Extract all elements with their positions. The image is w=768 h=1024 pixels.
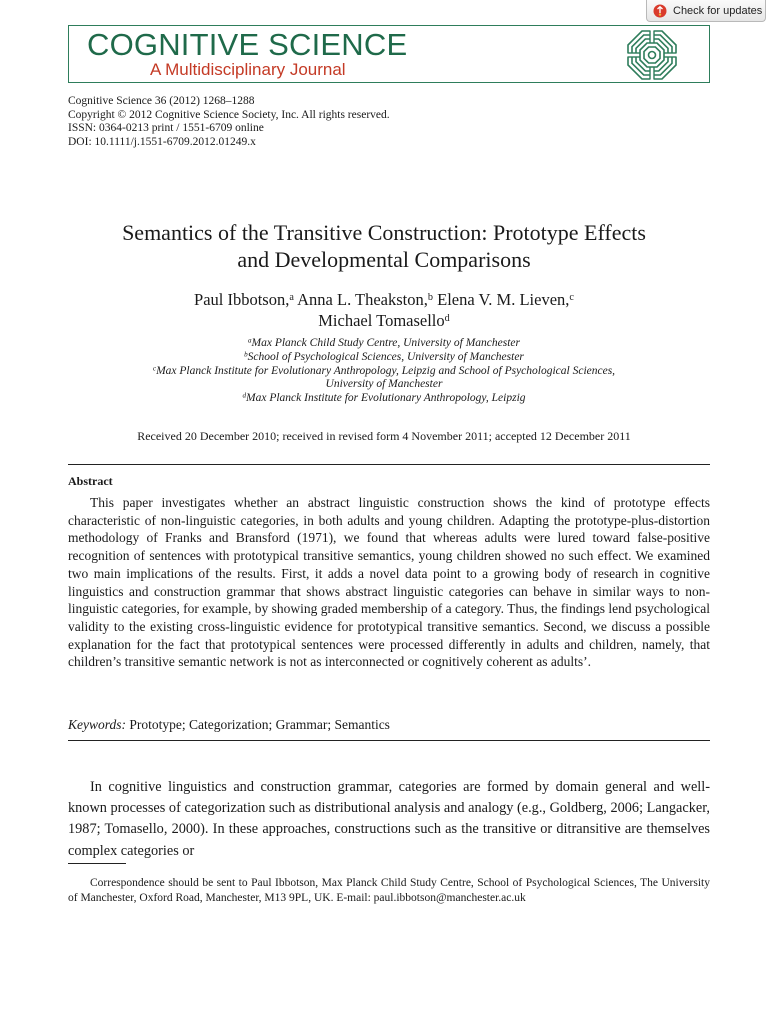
check-for-updates-label: Check for updates	[673, 4, 763, 17]
paper-title-line: and Developmental Comparisons	[237, 247, 531, 272]
abstract-heading: Abstract	[68, 474, 113, 488]
doi-line: DOI: 10.1111/j.1551-6709.2012.01249.x	[68, 135, 256, 148]
keywords-label: Keywords:	[68, 717, 126, 732]
affiliation-text: Max Planck Child Study Centre, University of Manchester	[251, 337, 521, 349]
divider	[68, 464, 710, 465]
received-dates: Received 20 December 2010; received in revised form 4 November 2011; accepted 12 December 2011	[137, 429, 631, 443]
divider	[68, 740, 710, 741]
affiliation-mark: c	[152, 364, 157, 373]
body-paragraph: In cognitive linguistics and construction grammar, categories are formed by domain general and well-known processes of categorization such as distributional analysis and analogy (e.g., Goldberg, 2006; Langacker, 1987; Tomasello, 2000). In these approaches, constructions such as the transitive or ditransitive are themselves complex categories or	[68, 779, 710, 859]
affiliation-text: University of Manchester	[325, 378, 443, 391]
affiliation	[40, 365, 728, 379]
author-name: Elena V. M. Lieven,	[437, 290, 570, 309]
copyright-line: Copyright © 2012 Cognitive Science Society, Inc. All rights reserved.	[68, 108, 390, 121]
abstract-body: This paper investigates whether an abstract linguistic construction shows the kind of prototype effects characteristic of non-linguistic categories, in both adults and young children. Adapting the prototype-plus-distortion methodology of Franks and Bransford (1971), we found that whereas adults were lured toward false-positive recognition of sentences with prototypical transitive semantics, young children showed no such effect. We examined two main implications of the results. First, it adds a novel data point to a growing body of research in cognitive linguistics and construction grammar that shows abstract linguistic categories can behave in similar ways to non-linguistic categories, for example, by showing graded membership of a category. Thus, the findings lend psychological validity to the existing cross-linguistic evidence for prototypical transitive semantics. Second, we discuss a possible explanation for the fact that prototypical sentences were processed differently in adults and children, namely, that children’s transitive semantic network is not as interconnected or cognitively coherent as adults’.	[68, 495, 710, 670]
check-for-updates-button[interactable]	[646, 0, 766, 22]
affiliation-text: Max Planck Institute for Evolutionary Anthropology, Leipzig	[246, 392, 526, 405]
author-list	[40, 289, 728, 331]
journal-subtitle: A Multidisciplinary Journal	[150, 60, 346, 79]
author-name: Michael Tomasello	[318, 311, 445, 330]
labyrinth-logo-icon	[626, 29, 678, 81]
affiliation-mark: b	[244, 350, 248, 359]
keywords-value: Prototype; Categorization; Grammar; Semantics	[129, 717, 390, 732]
author-name: Paul Ibbotson,	[194, 290, 290, 309]
affiliation	[40, 337, 728, 351]
affiliation-text: School of Psychological Sciences, University of Manchester	[247, 350, 524, 363]
affiliation-mark: b	[427, 291, 433, 303]
keywords	[68, 717, 390, 733]
check-updates-icon	[653, 4, 667, 18]
publication-metadata	[68, 95, 390, 149]
issn-line: ISSN: 0364-0213 print / 1551-6709 online	[68, 122, 264, 135]
affiliation-mark: a	[289, 291, 294, 303]
citation-line: Cognitive Science 36 (2012) 1268–1288	[68, 95, 255, 107]
affiliation-mark: d	[242, 391, 247, 400]
affiliation	[40, 392, 728, 406]
affiliation-text: Max Planck Institute for Evolutionary Anthropology, Leipzig and School of Psychological Sciences,	[156, 364, 616, 377]
journal-title: COGNITIVE SCIENCE	[87, 27, 408, 62]
paper-title-line: Semantics of the Transitive Construction: Prototype Effects	[122, 220, 646, 245]
paper-title	[40, 219, 728, 273]
affiliation-list	[40, 337, 728, 406]
affiliation-mark: d	[444, 312, 450, 324]
affiliation-continued	[40, 378, 728, 392]
affiliation	[40, 351, 728, 365]
footnote-rule	[68, 863, 126, 864]
affiliation-mark: a	[247, 336, 252, 345]
journal-banner	[68, 25, 710, 83]
affiliation-mark: c	[569, 291, 574, 303]
author-name: Anna L. Theakston,	[297, 290, 428, 309]
correspondence-footnote: Correspondence should be sent to Paul Ibbotson, Max Planck Child Study Centre, School of Psychological Sciences, The University of Manchester, Oxford Road, Manchester, M13 9PL, UK. E-mail: paul.ibbotson@​manchester.ac.uk	[68, 877, 710, 904]
